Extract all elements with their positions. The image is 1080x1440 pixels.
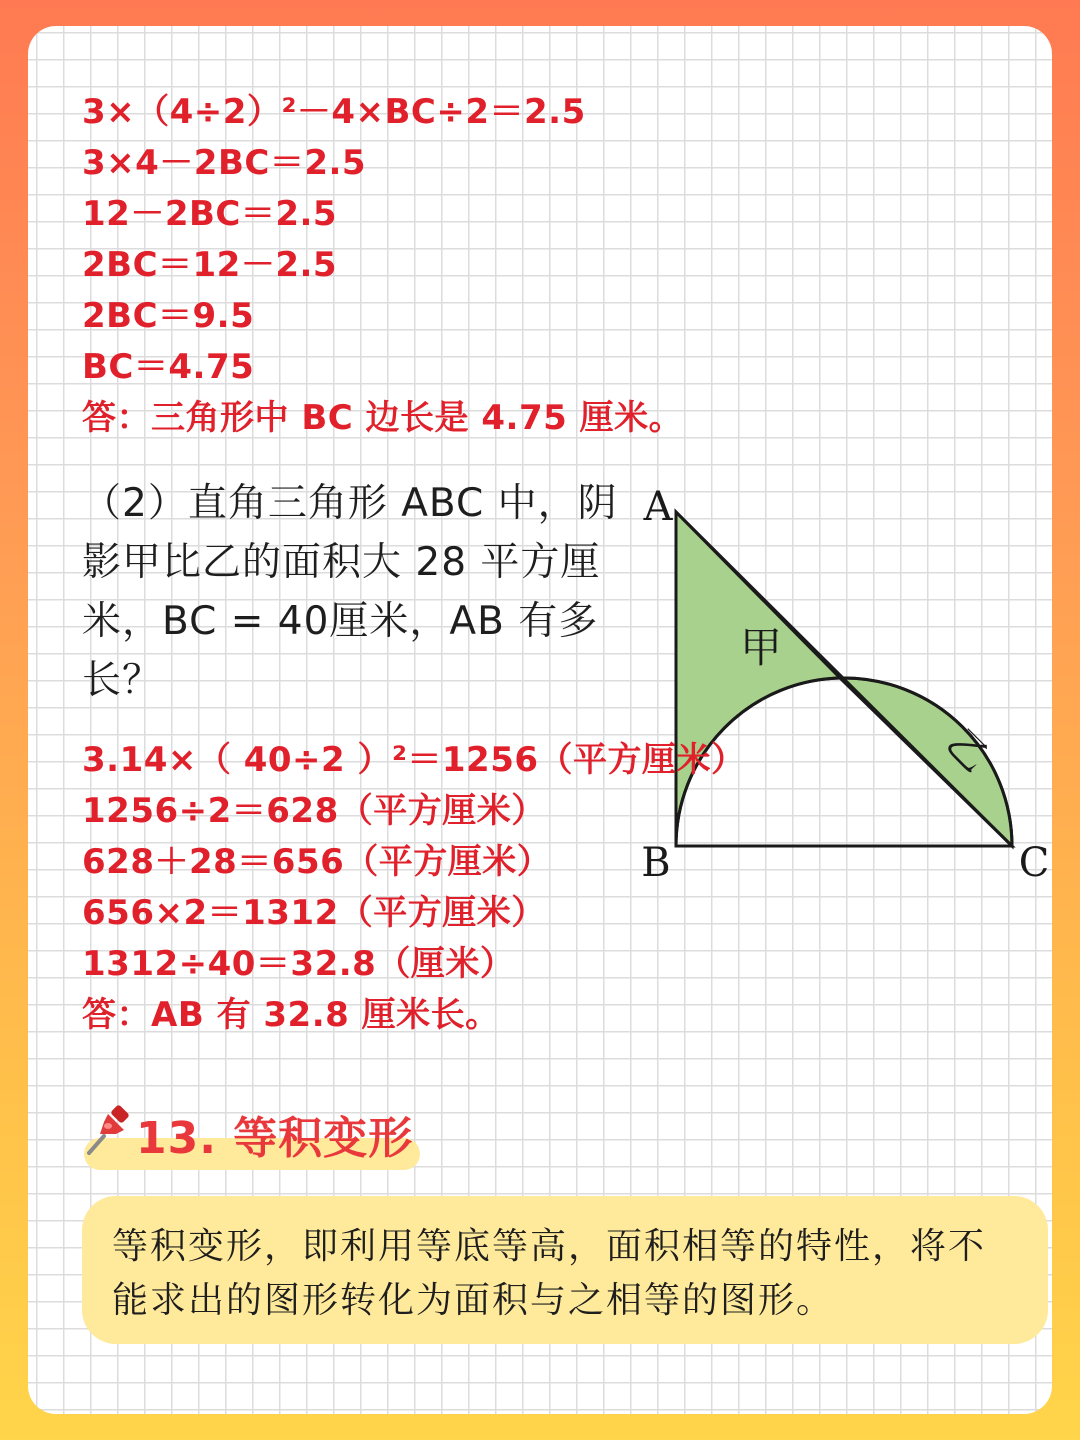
solution1-line-1: 3×（4÷2）²－4×BC÷2＝2.5 xyxy=(82,92,586,132)
label-jia: 甲 xyxy=(739,623,783,672)
solution1-line-6: BC＝4.75 xyxy=(82,347,255,387)
solution2-line-4: 656×2＝1312（平方厘米） xyxy=(82,893,546,933)
note-card xyxy=(28,26,1052,1414)
solution2-line-2: 1256÷2＝628（平方厘米） xyxy=(82,791,546,831)
solution2-line-1: 3.14×（ 40÷2 ）²＝1256（平方厘米） xyxy=(82,740,746,780)
triangle-semicircle-diagram xyxy=(641,476,1050,886)
solution1-line-5: 2BC＝9.5 xyxy=(82,296,255,336)
definition-box xyxy=(82,1196,1048,1344)
label-b: B xyxy=(641,840,671,886)
label-a: A xyxy=(643,484,673,530)
solution2-answer: 答：AB 有 32.8 厘米长。 xyxy=(82,995,500,1035)
solution2-line-5: 1312÷40＝32.8（厘米） xyxy=(82,944,515,984)
solution1-answer: 答：三角形中 BC 边长是 4.75 厘米。 xyxy=(82,398,684,438)
section-13-title: 13. 等积变形 xyxy=(136,1113,414,1164)
question-2: （2）直角三角形 ABC 中，阴影甲比乙的面积大 28 平方厘米，BC = 40厘米，AB 有多长？ xyxy=(82,481,618,703)
definition-text: 等积变形，即利用等底等高，面积相等的特性，将不能求出的图形转化为面积与之相等的图形。 xyxy=(112,1226,987,1321)
solution1-line-3: 12－2BC＝2.5 xyxy=(82,194,338,234)
solution2-line-3: 628＋28＝656（平方厘米） xyxy=(82,842,552,882)
label-yi: 乙 xyxy=(936,720,998,782)
label-c: C xyxy=(1018,840,1050,886)
solution1-line-4: 2BC＝12－2.5 xyxy=(82,245,338,285)
solution1-line-2: 3×4－2BC＝2.5 xyxy=(82,143,367,183)
pushpin-icon xyxy=(86,1104,134,1156)
